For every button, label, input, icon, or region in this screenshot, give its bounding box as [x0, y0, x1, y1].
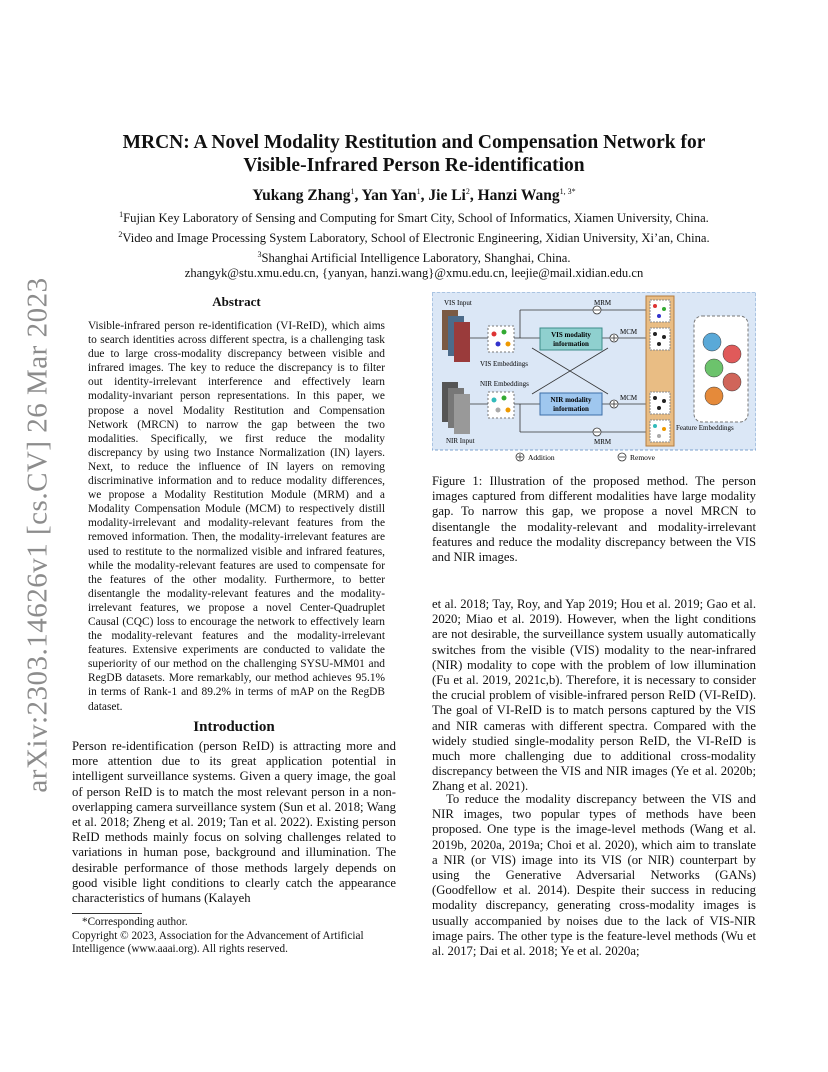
legend-remove: Remove [630, 453, 655, 462]
paper-title: MRCN: A Novel Modality Restitution and Compensation Network for Visible-Infrared Person Re-identification [122, 132, 706, 176]
nir-embedding-box [488, 392, 514, 418]
emails: zhangyk@stu.xmu.edu.cn, {yanyan, hanzi.wang}@xmu.edu.cn, leejie@mail.xidian.edu.cn [184, 266, 644, 281]
label-mrm-top: MRM [594, 299, 612, 307]
abstract-text: Visible-infrared person re-identification (VI-ReID), which aims to search identities across different spectra, is a challenging task due to large cross-modality discrepancy between visible and infrared images. The key to reduce the discrepancy is to filter out identity-irrelevant interference and effectively learn modality-invariant person representations. In this paper, we propose a novel Modality Restitution and Compensation Network (MRCN) to narrow the gap between the two modalities. Specifically, we first reduce the modality discrepancy by using two Instance Normalization (IN) layers. Next, to reduce the influence of IN layers on removing discriminative information and to reduce modality differences, we propose a Modality Restitution Module (MRM) and a Modality Compensation Module (MCM) to respectively distill modality-irrelevant and modality-relevant features from the removed information. Then, the modality-irrelevant features are used to restitute to the normalized visible and infrared features, while the modality-relevant features are used to compensate for the features of the other modality. Furthermore, to better disentangle the modality-relevant features and the modality-irrelevant features, we propose a novel Center-Quadruplet Causal (CQC) loss to encourage the network to effectively learn the modality-relevant features and the modality-irrelevant features. Extensive experiments are conducted to validate the superiority of our method on the challenging SYSU-MM01 and RegDB datasets. More remarkably, our method achieves 95.1% in terms of Rank-1 and 89.2% in terms of mAP on the RegDB dataset. [88, 320, 385, 713]
author-list: Yukang Zhang$^1$, Yan Yan$^1$, Jie Li$^2$, Hanzi Wang$^{1, 3*}$ [252, 187, 576, 205]
figure-1 [432, 292, 756, 464]
label-nir-embeddings: NIR Embeddings [480, 380, 529, 388]
vis-embedding-box [488, 326, 514, 352]
abstract-heading: Abstract [212, 294, 261, 309]
label-mcm-bottom: MCM [620, 394, 638, 402]
author: Yukang Zhang [252, 187, 351, 205]
label-nir-input: NIR Input [446, 437, 475, 445]
label-mcm-top: MCM [620, 328, 638, 336]
svg-text:VIS modality: VIS modality [551, 331, 591, 339]
footnote: *Corresponding author. Copyright © 2023, Association for the Advancement of Artificial Intelligence (www.aaai.org). All rights reserved. [72, 913, 396, 957]
nir-photo [454, 394, 470, 434]
vis-photo [454, 322, 470, 362]
affiliations: $^1$Fujian Key Laboratory of Sensing and Computing for Smart City, School of Informatics, Xiamen University, China. $^2$Video and Image Processing System Laboratory, School of Electronic Engineering, Xidian University, Xi’an, China. $^3$Shanghai Artificial Intelligence Laboratory, Shanghai, China. zhangyk@stu.xmu.edu.cn, {yanyan, hanzi.wang}@xmu.edu.cn, leejie@mail.xidian.edu.cn [74, 207, 754, 282]
arxiv-stamp: arXiv:2303.14626v1 [cs.CV] 26 Mar 2023 [21, 277, 54, 793]
author: Jie Li [428, 187, 466, 205]
introduction-heading: Introduction [193, 719, 275, 735]
author: Yan Yan [361, 187, 417, 205]
legend-addition: Addition [528, 453, 555, 462]
svg-text:information: information [553, 405, 589, 413]
label-vis-input: VIS Input [444, 299, 472, 307]
svg-text:NIR modality: NIR modality [550, 396, 592, 404]
svg-text:information: information [553, 340, 589, 348]
label-feature-embeddings: Feature Embeddings [676, 424, 734, 432]
label-mrm-bottom: MRM [594, 438, 612, 446]
introduction-text: Person re-identification (person ReID) is attracting more and more attention due to its great application potential in intelligent surveillance systems. Given a query image, the goal of person ReID is to match the most relevant person in a non-overlapping camera surveillance system (Sun et al. 2018; Wang et al. 2018; Zheng et al. 2019; Tan et al. 2022). Existing person ReID methods mainly focus on solving challenges related to variations in human pose, background and illumination. The desirable performance of those methods largely depends on good visible light conditions to clearly catch the appearance characteristics of humans (Kalayeh [72, 739, 396, 906]
body-paragraph: To reduce the modality discrepancy between the VIS and NIR images, two popular types of methods have been proposed. One type is the image-level methods (Wang et al. 2019b, 2020a, 2019a; Choi et al. 2020), which aim to translate a NIR (or VIS) image into its VIS (or NIR) counterpart by using the Generative Adversarial Networks (GANs) (Goodfellow et al. 2014). Despite their success in reducing modality discrepancy, generating cross-modality images is usually accompanied by noises due to the lack of VIS-NIR image pairs. The other type is the feature-level methods (Wu et al. 2017; Dai et al. 2018; Ye et al. 2020a; [432, 792, 756, 959]
author: Hanzi Wang [477, 187, 560, 205]
copyright: Copyright © 2023, Association for the Advancement of Artificial Intelligence (www.aaai.org). All rights reserved. [72, 929, 364, 956]
figure-caption: Figure 1: Illustration of the proposed method. The person images captured from different modalities have large modality gap. To narrow this gap, we propose a novel MRCN to disentangle the modality-relevant and modality-irrelevant features and reduce the modality discrepancy between the VIS and NIR images. [432, 474, 756, 565]
label-vis-embeddings: VIS Embeddings [480, 360, 529, 368]
body-paragraph: et al. 2018; Tay, Roy, and Yap 2019; Hou et al. 2019; Gao et al. 2020; Miao et al. 2019). However, when the light conditions are not desirable, the surveillance system usually automatically switches from the visible (VIS) modality to the near-infrared (NIR) modality to cope with the problem of low illumination (Fu et al. 2019, 2021c,b). Therefore, it is necessary to consider the crucial problem of visible-infrared person ReID (VI-ReID). The goal of VI-ReID is to match persons captured by the VIS and NIR cameras with different spectra. Compared with the widely studied single-modality person ReID, the VI-ReID is much more challenging due to additional cross-modality discrepancy between the VIS and NIR images (Ye et al. 2020b; Zhang et al. 2021). [432, 597, 756, 794]
